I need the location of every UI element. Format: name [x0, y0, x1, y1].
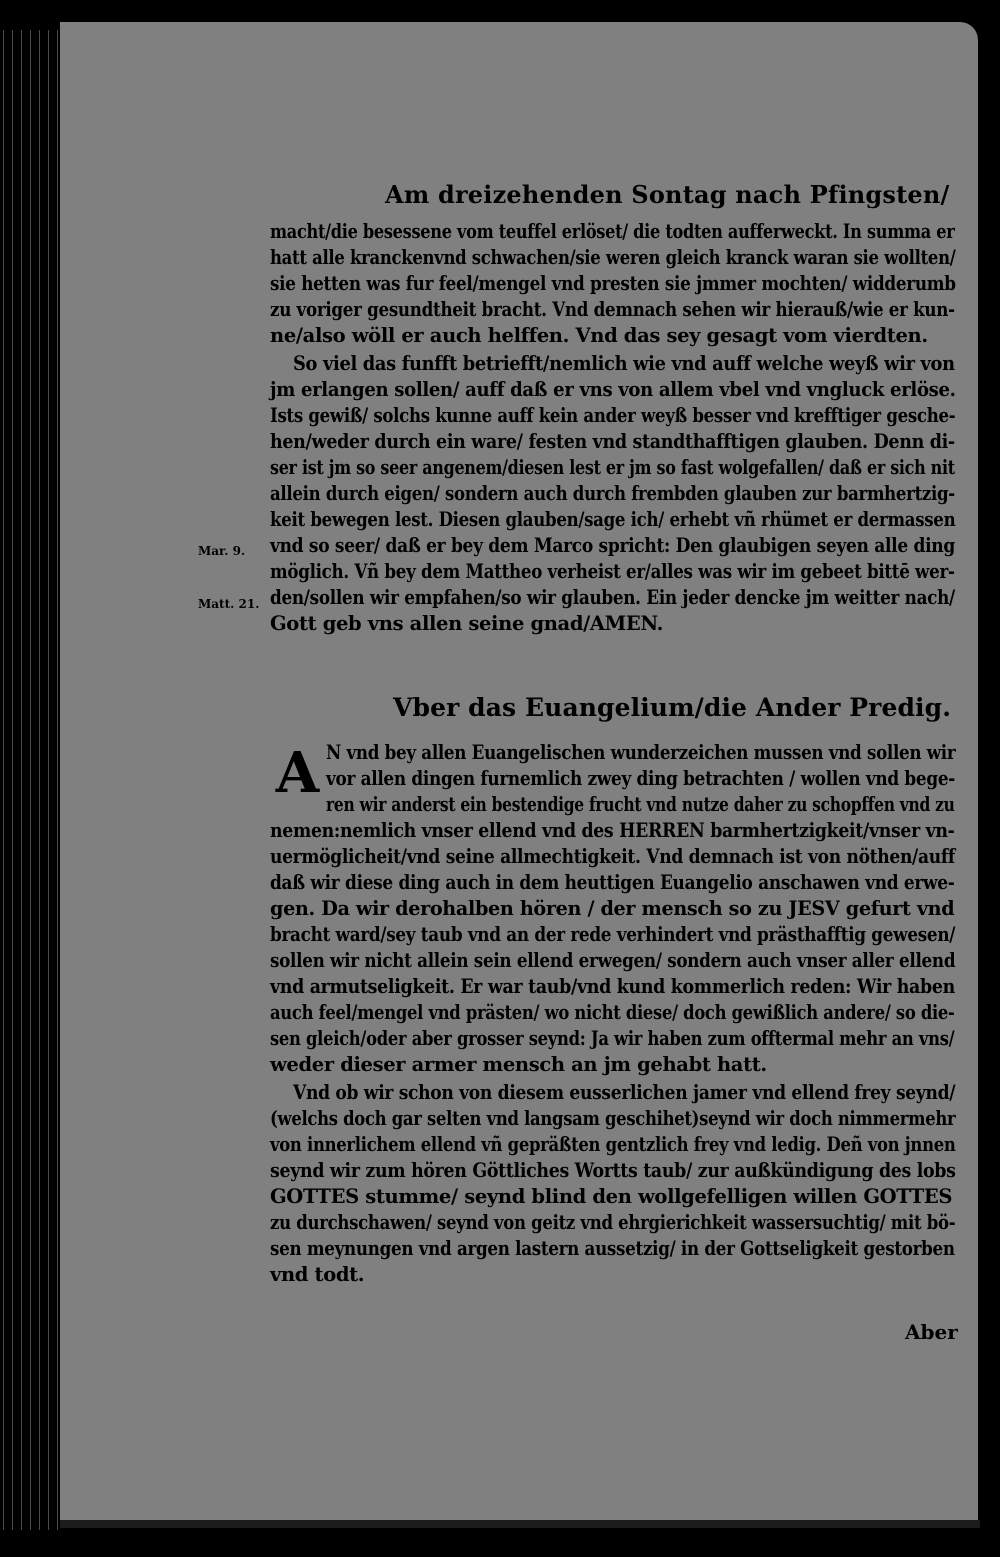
- text-line: seynd wir zum hören Göttliches Wortts taub/ zur außkündigung des lobs: [270, 1159, 956, 1182]
- text-line: Ists gewiß/ solchs kunne auff kein ander weyß besser vnd krefftiger gesche-: [270, 404, 956, 427]
- text-line: GOTTES stumme/ seynd blind den wollgefelligen willen GOTTES: [270, 1185, 953, 1208]
- text-line: daß wir diese ding auch in dem heuttigen Euangelio anschawen vnd erwe-: [270, 871, 955, 894]
- text-line: von innerlichem ellend vñ gepräßten gentzlich frey vnd ledig. Deñ von jnnen: [270, 1133, 956, 1156]
- text-line: bracht ward/sey taub vnd an der rede verhindert vnd prästhafftig gewesen/: [270, 923, 956, 946]
- text-line: ren wir anderst ein bestendige frucht vnd nutze daher zu schopffen vnd zu: [326, 793, 955, 816]
- text-line: möglich. Vñ bey dem Mattheo verheist er/alles was wir im gebeet bittē wer-: [270, 560, 955, 583]
- text-line: den/sollen wir empfahen/so wir glauben. Ein jeder dencke jm weitter nach/: [270, 586, 955, 609]
- text-line: sollen wir nicht allein sein ellend erwegen/ sondern auch vnser aller ellend: [270, 949, 956, 972]
- catchword: Aber: [905, 1320, 958, 1344]
- text-line: vnd todt.: [270, 1263, 365, 1286]
- text-line: (welchs doch gar selten vnd langsam geschihet)seynd wir doch nimmermehr: [270, 1107, 956, 1130]
- text-line: Vnd ob wir schon von diesem eusserlichen jamer vnd ellend frey seynd/: [293, 1081, 956, 1104]
- text-line: vnd so seer/ daß er bey dem Marco spricht: Den glaubigen seyen alle ding: [270, 534, 955, 557]
- book-bottom-edge: [60, 1520, 980, 1528]
- text-line: allein durch eigen/ sondern auch durch frembden glauben zur barmhertzig-: [270, 482, 955, 505]
- text-line: So viel das funfft betriefft/nemlich wie vnd auff welche weyß wir von: [293, 352, 955, 375]
- text-line: uermöglicheit/vnd seine allmechtigkeit. Vnd demnach ist von nöthen/auff: [270, 845, 955, 868]
- text-line: auch feel/mengel vnd prästen/ wo nicht diese/ doch gewißlich andere/ so die-: [270, 1001, 955, 1024]
- text-line: keit bewegen lest. Diesen glauben/sage ich/ erhebt vñ rhümet er dermassen: [270, 508, 956, 531]
- margin-note-matt: Matt. 21.: [198, 597, 260, 611]
- book-spine-edge: [0, 30, 60, 1530]
- text-line: macht/die besessene vom teuffel erlöset/ die todten aufferweckt. In summa er: [270, 220, 955, 243]
- text-line: zu voriger gesundtheit bracht. Vnd demnach sehen wir hierauß/wie er kun-: [270, 298, 955, 321]
- text-line: weder dieser armer mensch an jm gehabt hatt.: [270, 1053, 767, 1076]
- text-line: hatt alle kranckenvnd schwachen/sie weren gleich kranck waran sie wollten/: [270, 246, 956, 269]
- text-line: jm erlangen sollen/ auff daß er vns von allem vbel vnd vngluck erlöse.: [270, 378, 956, 401]
- text-line: ser ist jm so seer angenem/diesen lest er jm so fast wolgefallen/ daß er sich nit: [270, 456, 955, 479]
- text-line: vnd armutseligkeit. Er war taub/vnd kund kommerlich reden: Wir haben: [270, 975, 955, 998]
- text-line: nemen:nemlich vnser ellend vnd des HERREN barmhertzigkeit/vnser vn-: [270, 819, 955, 842]
- text-line: sen meynungen vnd argen lastern aussetzig/ in der Gottseligkeit gestorben: [270, 1237, 955, 1260]
- text-line: ne/also wöll er auch helffen. Vnd das sey gesagt vom vierdten.: [270, 324, 928, 347]
- text-line: sen gleich/oder aber grosser seynd: Ja wir haben zum offtermal mehr an vns/: [270, 1027, 955, 1050]
- text-line: sie hetten was fur feel/mengel vnd presten sie jmmer mochten/ widderumb: [270, 272, 956, 295]
- text-line: zu durchschawen/ seynd von geitz vnd ehrgierichkeit wassersuchtig/ mit bö-: [270, 1211, 956, 1234]
- margin-note-mar: Mar. 9.: [198, 544, 246, 558]
- section-title: Vber das Euangelium/die Ander Predig.: [393, 693, 952, 722]
- dropcap-initial: A: [275, 740, 320, 806]
- text-line: hen/weder durch ein ware/ festen vnd standthafftigen glauben. Denn di-: [270, 430, 955, 453]
- text-line: vor allen dingen furnemlich zwey ding betrachten / wollen vnd bege-: [326, 767, 955, 790]
- text-line: N vnd bey allen Euangelischen wunderzeichen mussen vnd sollen wir: [326, 741, 956, 764]
- text-line: Gott geb vns allen seine gnad/AMEN.: [270, 612, 664, 635]
- running-header: Am dreizehenden Sontag nach Pfingsten/: [385, 180, 950, 209]
- text-line: gen. Da wir derohalben hören / der mensch so zu JESV gefurt vnd: [270, 897, 955, 920]
